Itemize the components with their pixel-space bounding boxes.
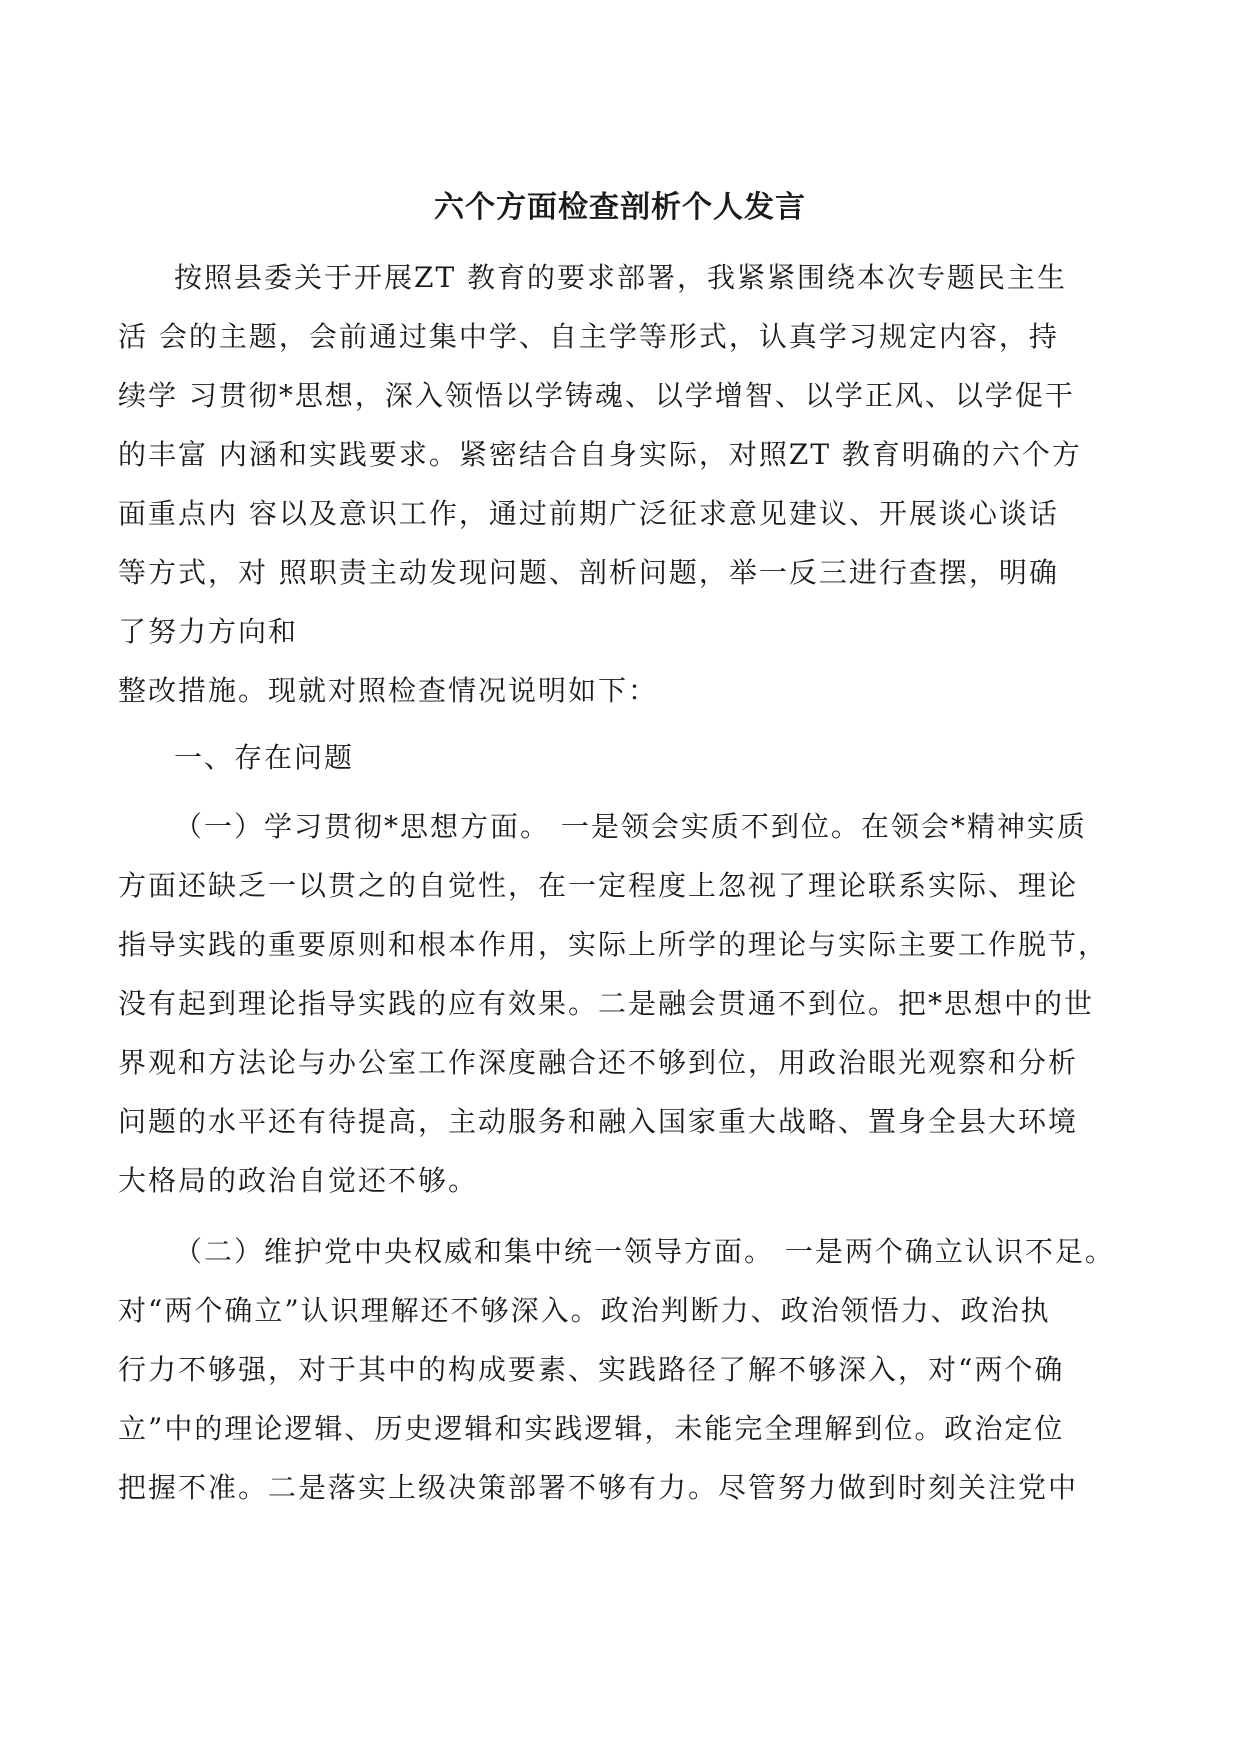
text-line: 的丰富 内涵和实践要求。紧密结合自身实际，对照ZT 教育明确的六个方 [118,438,1082,471]
text-line: 面重点内 容以及意识工作，通过前期广泛征求意见建议、开展谈心谈话 [118,497,1059,530]
section-heading [118,728,1124,787]
item-2-paragraph [118,1222,1124,1517]
item-1-paragraph [118,797,1124,1210]
document-body [118,248,1124,1517]
text-line: 了努力方向和 [118,615,299,648]
section-heading-text: 一、存在问题 [174,741,355,774]
text-line: 大格局的政治自觉还不够。 [118,1164,479,1197]
intro-paragraph [118,248,1124,720]
text-line: 行力不够强，对于其中的构成要素、实践路径了解不够深入，对“两个确 [118,1353,1065,1386]
text-line: 续学 习贯彻*思想，深入领悟以学铸魂、以学增智、以学正风、以学促干 [118,379,1075,412]
text-line: 界观和方法论与办公室工作深度融合还不够到位，用政治眼光观察和分析 [118,1046,1079,1079]
text-line: 按照县委关于开展ZT 教育的要求部署，我紧紧围绕本次专题民主生 [174,261,1068,294]
text-line: 指导实践的重要原则和根本作用，实际上所学的理论与实际主要工作脱节， [118,928,1109,961]
text-line: 方面还缺乏一以贯之的自觉性，在一定程度上忽视了理论联系实际、理论 [118,869,1079,902]
text-line: 对“两个确立”认识理解还不够深入。政治判断力、政治领悟力、政治执 [118,1294,1051,1327]
text-line: （二）维护党中央权威和集中统一领导方面。 一是两个确立认识不足。 [174,1235,1115,1268]
text-line: （一）学习贯彻*思想方面。 一是领会实质不到位。在领会*精神实质 [174,810,1087,843]
text-line: 等方式，对 照职责主动发现问题、剖析问题，举一反三进行查摆，明确 [118,556,1059,589]
text-line: 整改措施。现就对照检查情况说明如下： [118,674,659,707]
text-line: 把握不准。二是落实上级决策部署不够有力。尽管努力做到时刻关注党中 [118,1471,1079,1504]
text-line: 立”中的理论逻辑、历史逻辑和实践逻辑，未能完全理解到位。政治定位 [118,1412,1065,1445]
text-line: 活 会的主题，会前通过集中学、自主学等形式，认真学习规定内容，持 [118,320,1059,353]
document-title: 六个方面检查剖析个人发言 [434,190,806,225]
text-line: 问题的水平还有待提高，主动服务和融入国家重大战略、置身全县大环境 [118,1105,1079,1138]
text-line: 没有起到理论指导实践的应有效果。二是融会贯通不到位。把*思想中的世 [118,987,1095,1020]
